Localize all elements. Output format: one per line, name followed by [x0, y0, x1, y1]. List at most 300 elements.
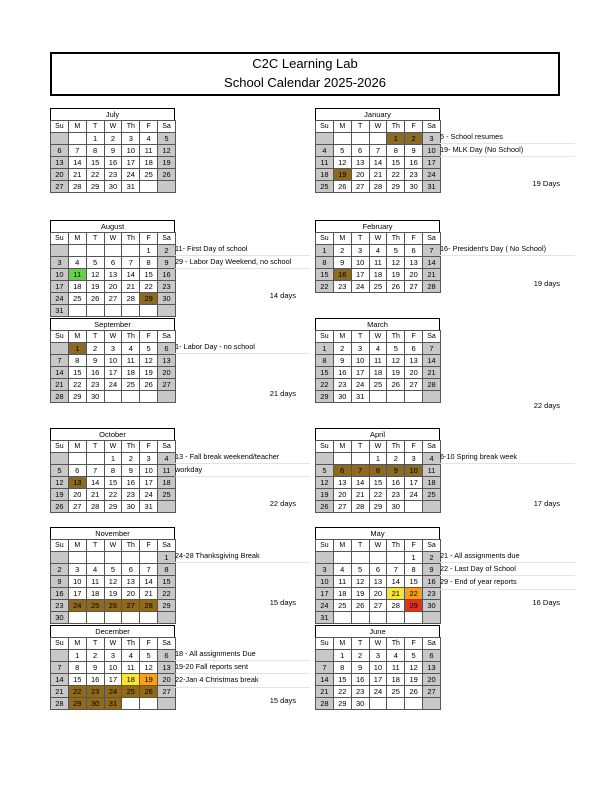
month-notes — [175, 550, 310, 563]
day-cell: 22 — [369, 489, 387, 501]
weekday-header: F — [140, 638, 158, 650]
weekday-header: F — [405, 121, 423, 133]
week-row — [316, 145, 441, 157]
day-cell: 5 — [158, 133, 176, 145]
weekday-header: Su — [316, 233, 334, 245]
day-cell: 7 — [423, 343, 441, 355]
weekday-header: F — [140, 233, 158, 245]
day-cell: 14 — [351, 477, 369, 489]
day-cell: 13 — [369, 576, 387, 588]
day-cell — [68, 453, 86, 465]
day-cell: 17 — [351, 367, 369, 379]
day-cell: 16 — [86, 674, 104, 686]
weekday-header: Su — [51, 441, 69, 453]
weekday-header: M — [333, 540, 351, 552]
day-cell: 28 — [351, 501, 369, 513]
day-cell: 23 — [387, 489, 405, 501]
day-cell: 8 — [316, 257, 334, 269]
day-cell: 22 — [387, 169, 405, 181]
day-cell: 17 — [104, 674, 122, 686]
day-cell: 28 — [51, 698, 69, 710]
day-cell: 23 — [333, 281, 351, 293]
day-cell: 25 — [387, 686, 405, 698]
day-cell: 1 — [387, 133, 405, 145]
week-row — [51, 564, 176, 576]
day-cell: 19 — [405, 674, 423, 686]
weekday-header: Th — [387, 121, 405, 133]
day-cell: 20 — [405, 269, 423, 281]
weekday-header: Th — [387, 441, 405, 453]
day-cell: 26 — [51, 501, 69, 513]
week-row — [51, 674, 176, 686]
day-cell: 7 — [51, 355, 69, 367]
month-notes — [440, 243, 575, 256]
day-cell: 22 — [140, 281, 158, 293]
day-cell: 2 — [86, 650, 104, 662]
day-cell — [122, 612, 140, 624]
day-cell: 20 — [122, 588, 140, 600]
day-cell: 24 — [68, 600, 86, 612]
note-line: 19-20 Fall reports sent — [175, 661, 310, 674]
day-cell — [316, 453, 334, 465]
day-cell: 11 — [423, 465, 441, 477]
day-cell: 9 — [104, 145, 122, 157]
week-row — [51, 612, 176, 624]
month-name: November — [50, 527, 175, 539]
day-cell: 10 — [351, 355, 369, 367]
weekday-header: M — [68, 441, 86, 453]
day-cell: 1 — [104, 453, 122, 465]
day-cell: 29 — [369, 501, 387, 513]
day-cell — [387, 698, 405, 710]
weekday-header: M — [68, 540, 86, 552]
month-august — [50, 220, 175, 317]
day-cell: 3 — [369, 650, 387, 662]
weekday-header: W — [369, 233, 387, 245]
day-cell: 28 — [369, 181, 387, 193]
day-cell: 16 — [333, 367, 351, 379]
weekday-header: W — [369, 638, 387, 650]
weekday-header: T — [86, 638, 104, 650]
school-days-total: 16 Days — [532, 598, 560, 607]
day-cell — [86, 612, 104, 624]
day-cell: 8 — [369, 465, 387, 477]
weekday-header: W — [104, 540, 122, 552]
day-cell: 21 — [423, 367, 441, 379]
month-grid — [50, 637, 176, 710]
day-cell — [369, 133, 387, 145]
day-cell — [68, 552, 86, 564]
day-cell: 15 — [405, 576, 423, 588]
week-row — [51, 281, 176, 293]
month-grid — [50, 440, 176, 513]
day-cell: 21 — [423, 269, 441, 281]
day-cell: 5 — [140, 650, 158, 662]
month-february — [315, 220, 440, 293]
day-cell: 30 — [351, 698, 369, 710]
weekday-header: W — [369, 540, 387, 552]
note-line: 29 - Labor Day Weekend, no school — [175, 256, 310, 269]
note-line: 24-28 Thanksgiving Break — [175, 550, 310, 563]
day-cell: 26 — [104, 600, 122, 612]
weekday-header: Th — [122, 331, 140, 343]
day-cell: 22 — [316, 379, 334, 391]
day-cell: 26 — [333, 181, 351, 193]
day-cell: 2 — [333, 343, 351, 355]
week-row — [316, 600, 441, 612]
month-notes — [175, 451, 310, 477]
week-row — [51, 293, 176, 305]
day-cell: 24 — [423, 169, 441, 181]
week-row — [51, 305, 176, 317]
weekday-header: Su — [316, 331, 334, 343]
school-days-total: 19 Days — [532, 179, 560, 188]
day-cell: 3 — [316, 564, 334, 576]
weekday-header: M — [333, 638, 351, 650]
day-cell — [369, 698, 387, 710]
day-cell — [405, 698, 423, 710]
day-cell: 12 — [158, 145, 176, 157]
day-cell: 10 — [104, 662, 122, 674]
day-cell: 6 — [122, 564, 140, 576]
day-cell: 25 — [333, 600, 351, 612]
month-name: September — [50, 318, 175, 330]
month-september — [50, 318, 175, 403]
day-cell: 16 — [86, 367, 104, 379]
day-cell: 15 — [387, 157, 405, 169]
day-cell — [122, 391, 140, 403]
day-cell: 27 — [104, 293, 122, 305]
weekday-header: Su — [51, 638, 69, 650]
day-cell — [122, 245, 140, 257]
day-cell: 2 — [51, 564, 69, 576]
day-cell: 2 — [351, 650, 369, 662]
day-cell: 28 — [316, 698, 334, 710]
day-cell — [369, 552, 387, 564]
weekday-header: M — [68, 121, 86, 133]
weekday-header: Th — [387, 540, 405, 552]
weekday-header: T — [86, 233, 104, 245]
weekday-header: M — [333, 331, 351, 343]
day-cell: 17 — [140, 477, 158, 489]
month-grid — [315, 440, 441, 513]
weekday-header: F — [140, 441, 158, 453]
weekday-header: Su — [316, 540, 334, 552]
day-cell: 22 — [68, 686, 86, 698]
day-cell: 28 — [423, 379, 441, 391]
day-cell: 18 — [369, 367, 387, 379]
weekday-header: Th — [122, 441, 140, 453]
day-cell: 6 — [351, 145, 369, 157]
day-cell: 12 — [140, 662, 158, 674]
day-cell — [405, 501, 423, 513]
day-cell: 6 — [369, 564, 387, 576]
weekday-header: W — [369, 331, 387, 343]
week-row — [51, 453, 176, 465]
day-cell: 27 — [333, 501, 351, 513]
week-row — [51, 501, 176, 513]
week-row — [51, 257, 176, 269]
weekday-header: Su — [316, 441, 334, 453]
day-cell: 13 — [423, 662, 441, 674]
month-may — [315, 527, 440, 624]
week-row — [51, 600, 176, 612]
day-cell — [158, 698, 176, 710]
day-cell: 6 — [423, 650, 441, 662]
day-cell: 8 — [68, 355, 86, 367]
day-cell: 18 — [122, 674, 140, 686]
day-cell: 24 — [405, 489, 423, 501]
day-cell: 19 — [51, 489, 69, 501]
weekday-header: Th — [387, 638, 405, 650]
day-cell: 5 — [86, 257, 104, 269]
day-cell: 26 — [86, 293, 104, 305]
note-line: 22-Jan 4 Christmas break — [175, 674, 310, 687]
day-cell: 27 — [51, 181, 69, 193]
week-row — [316, 662, 441, 674]
day-cell: 9 — [158, 257, 176, 269]
month-grid — [315, 637, 441, 710]
day-cell: 19 — [158, 157, 176, 169]
day-cell: 26 — [387, 379, 405, 391]
day-cell: 20 — [68, 489, 86, 501]
day-cell: 14 — [140, 576, 158, 588]
weekday-header: F — [405, 233, 423, 245]
day-cell: 11 — [68, 269, 86, 281]
week-row — [51, 662, 176, 674]
day-cell: 28 — [140, 600, 158, 612]
month-grid — [50, 330, 176, 403]
day-cell: 21 — [122, 281, 140, 293]
day-cell: 29 — [158, 600, 176, 612]
day-cell: 26 — [351, 600, 369, 612]
month-notes — [440, 550, 575, 590]
week-row — [51, 133, 176, 145]
day-cell — [51, 650, 69, 662]
weekday-header: M — [68, 233, 86, 245]
weekday-header: T — [86, 441, 104, 453]
week-row — [316, 552, 441, 564]
day-cell: 5 — [405, 650, 423, 662]
day-cell: 8 — [86, 145, 104, 157]
day-cell: 7 — [316, 662, 334, 674]
day-cell: 13 — [104, 269, 122, 281]
day-cell: 1 — [316, 245, 334, 257]
day-cell: 5 — [51, 465, 69, 477]
week-row — [51, 698, 176, 710]
school-days-total: 22 days — [533, 401, 560, 410]
day-cell: 8 — [158, 564, 176, 576]
day-cell: 19 — [86, 281, 104, 293]
day-cell: 31 — [351, 391, 369, 403]
day-cell: 9 — [333, 257, 351, 269]
day-cell — [104, 305, 122, 317]
day-cell: 13 — [333, 477, 351, 489]
month-name: August — [50, 220, 175, 232]
day-cell: 30 — [86, 391, 104, 403]
day-cell: 21 — [369, 169, 387, 181]
day-cell — [140, 612, 158, 624]
day-cell: 1 — [405, 552, 423, 564]
day-cell — [104, 245, 122, 257]
day-cell: 9 — [122, 465, 140, 477]
weekday-header: Sa — [158, 331, 176, 343]
day-cell: 18 — [86, 588, 104, 600]
day-cell — [158, 391, 176, 403]
weekday-header: Th — [122, 638, 140, 650]
day-cell: 16 — [351, 674, 369, 686]
day-cell: 27 — [423, 686, 441, 698]
day-cell: 4 — [423, 453, 441, 465]
day-cell: 24 — [316, 600, 334, 612]
weekday-header: T — [351, 233, 369, 245]
weekday-header: Th — [122, 233, 140, 245]
day-cell: 30 — [51, 612, 69, 624]
day-cell: 12 — [351, 576, 369, 588]
month-april — [315, 428, 440, 513]
day-cell: 2 — [122, 453, 140, 465]
day-cell: 23 — [86, 379, 104, 391]
day-cell: 6 — [158, 343, 176, 355]
day-cell: 2 — [387, 453, 405, 465]
day-cell: 5 — [104, 564, 122, 576]
day-cell: 31 — [140, 501, 158, 513]
week-row — [316, 465, 441, 477]
day-cell — [351, 612, 369, 624]
day-cell — [158, 305, 176, 317]
weekday-header: F — [140, 540, 158, 552]
day-cell: 2 — [405, 133, 423, 145]
day-cell: 22 — [158, 588, 176, 600]
day-cell: 13 — [122, 576, 140, 588]
month-name: April — [315, 428, 440, 440]
day-cell: 25 — [369, 281, 387, 293]
month-name: June — [315, 625, 440, 637]
month-notes — [175, 341, 310, 354]
day-cell: 19 — [387, 269, 405, 281]
day-cell: 5 — [316, 465, 334, 477]
day-cell: 11 — [369, 257, 387, 269]
day-cell: 31 — [104, 698, 122, 710]
day-cell: 5 — [351, 564, 369, 576]
day-cell: 8 — [316, 355, 334, 367]
calendar-title: School Calendar 2025-2026 — [224, 75, 386, 90]
day-cell: 19 — [333, 169, 351, 181]
day-cell — [68, 612, 86, 624]
day-cell: 15 — [140, 269, 158, 281]
day-cell: 13 — [158, 355, 176, 367]
day-cell: 24 — [122, 169, 140, 181]
day-cell — [68, 305, 86, 317]
week-row — [316, 367, 441, 379]
day-cell: 6 — [405, 343, 423, 355]
day-cell: 10 — [140, 465, 158, 477]
week-row — [51, 269, 176, 281]
week-row — [51, 169, 176, 181]
day-cell: 17 — [369, 674, 387, 686]
day-cell: 16 — [423, 576, 441, 588]
weekday-header: M — [333, 441, 351, 453]
day-cell: 14 — [86, 477, 104, 489]
month-december — [50, 625, 175, 710]
calendar-title-box — [50, 52, 560, 96]
week-row — [51, 379, 176, 391]
day-cell: 11 — [369, 355, 387, 367]
day-cell: 4 — [68, 257, 86, 269]
day-cell — [140, 552, 158, 564]
day-cell: 5 — [140, 343, 158, 355]
day-cell: 14 — [316, 674, 334, 686]
day-cell: 20 — [369, 588, 387, 600]
day-cell: 30 — [158, 293, 176, 305]
day-cell: 31 — [423, 181, 441, 193]
weekday-header: Su — [316, 121, 334, 133]
day-cell: 26 — [158, 169, 176, 181]
month-name: March — [315, 318, 440, 330]
weekday-header: F — [140, 331, 158, 343]
day-cell: 26 — [140, 686, 158, 698]
day-cell: 29 — [333, 698, 351, 710]
week-row — [51, 367, 176, 379]
school-days-total: 17 days — [533, 499, 560, 508]
day-cell: 19 — [316, 489, 334, 501]
day-cell: 7 — [140, 564, 158, 576]
week-row — [316, 612, 441, 624]
day-cell: 27 — [405, 379, 423, 391]
day-cell — [423, 698, 441, 710]
month-notes — [175, 648, 310, 688]
school-days-total: 19 days — [533, 279, 560, 288]
day-cell: 3 — [68, 564, 86, 576]
day-cell: 20 — [351, 169, 369, 181]
week-row — [316, 576, 441, 588]
day-cell: 25 — [423, 489, 441, 501]
day-cell: 25 — [122, 686, 140, 698]
day-cell — [316, 650, 334, 662]
school-days-total: 15 days — [269, 696, 296, 705]
day-cell: 18 — [158, 477, 176, 489]
week-row — [316, 257, 441, 269]
day-cell: 27 — [122, 600, 140, 612]
week-row — [316, 650, 441, 662]
day-cell: 11 — [122, 662, 140, 674]
day-cell: 14 — [68, 157, 86, 169]
day-cell — [387, 612, 405, 624]
day-cell: 30 — [86, 698, 104, 710]
week-row — [51, 552, 176, 564]
week-row — [316, 564, 441, 576]
day-cell: 19 — [387, 367, 405, 379]
week-row — [51, 391, 176, 403]
day-cell: 10 — [369, 662, 387, 674]
day-cell: 23 — [158, 281, 176, 293]
day-cell — [316, 133, 334, 145]
day-cell: 27 — [369, 600, 387, 612]
day-cell: 24 — [51, 293, 69, 305]
day-cell — [351, 552, 369, 564]
day-cell — [333, 133, 351, 145]
day-cell — [405, 612, 423, 624]
weekday-header: W — [369, 441, 387, 453]
day-cell — [140, 698, 158, 710]
day-cell — [122, 305, 140, 317]
weekday-header: F — [405, 540, 423, 552]
day-cell: 10 — [68, 576, 86, 588]
day-cell: 1 — [369, 453, 387, 465]
day-cell: 25 — [158, 489, 176, 501]
day-cell — [333, 552, 351, 564]
day-cell — [68, 245, 86, 257]
